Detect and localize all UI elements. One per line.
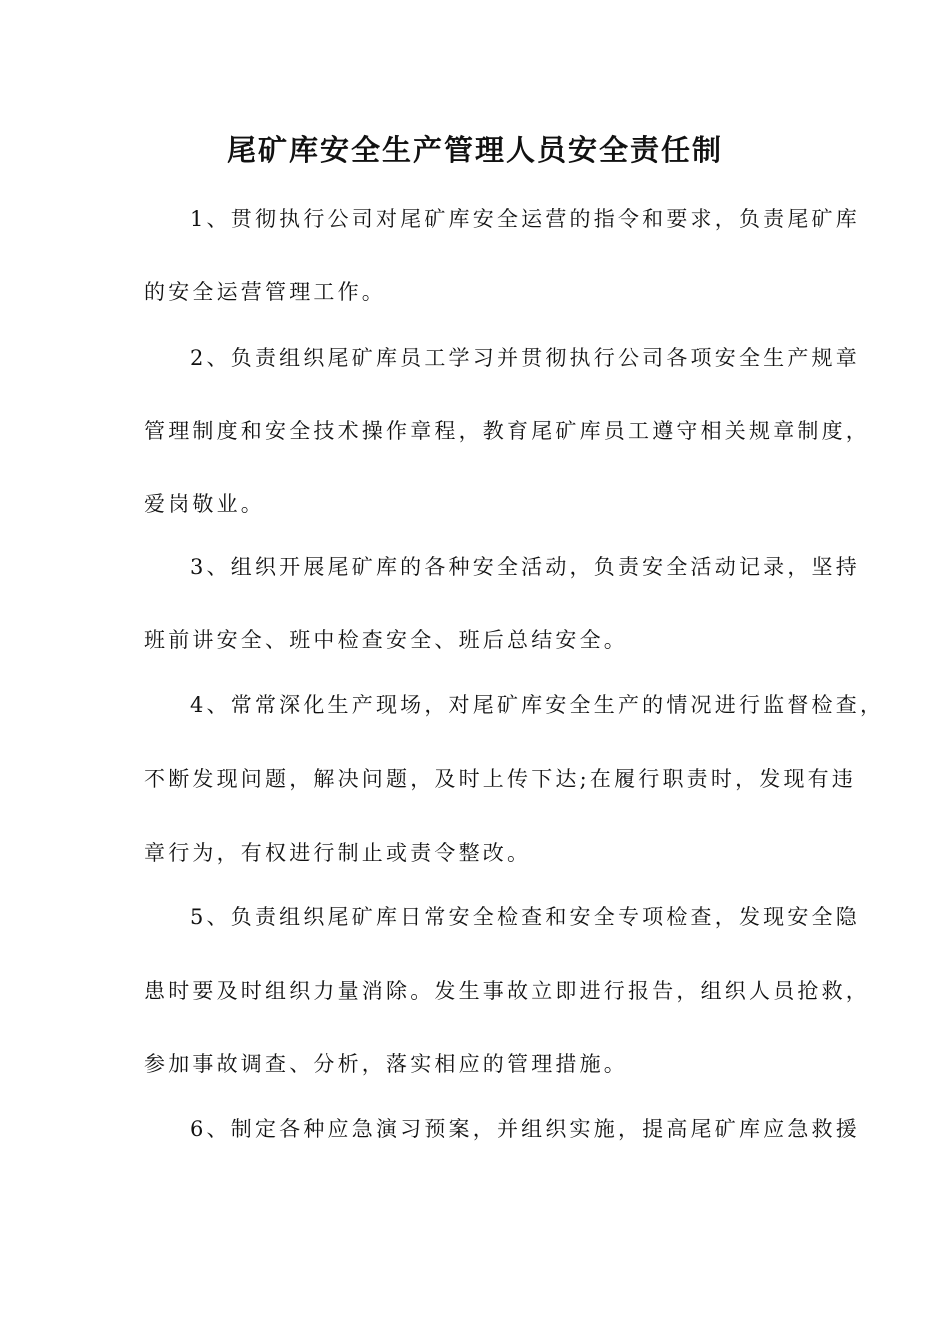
paragraph-5-line-3: 参加事故调查、分析，落实相应的管理措施。 <box>144 1052 628 1076</box>
document-title: 尾矿库安全生产管理人员安全责任制 <box>226 133 723 167</box>
paragraph-1-line-2: 的安全运营管理工作。 <box>144 280 386 304</box>
paragraph-2-line-1: 2、负责组织尾矿库员工学习并贯彻执行公司各项安全生产规章 <box>190 346 860 370</box>
paragraph-4-line-1: 4、常常深化生产现场，对尾矿库安全生产的情况进行监督检查， <box>190 693 885 717</box>
paragraph-2-line-2: 管理制度和安全技术操作章程，教育尾矿库员工遵守相关规章制度， <box>144 419 870 443</box>
paragraph-4-line-3: 章行为，有权进行制止或责令整改。 <box>144 841 532 865</box>
paragraph-1-line-1: 1、贯彻执行公司对尾矿库安全运营的指令和要求，负责尾矿库 <box>190 207 860 231</box>
paragraph-5-line-2: 患时要及时组织力量消除。发生事故立即进行报告，组织人员抢救， <box>144 979 870 1003</box>
paragraph-3-line-1: 3、组织开展尾矿库的各种安全活动，负责安全活动记录，坚持 <box>190 555 860 579</box>
paragraph-2-line-3: 爱岗敬业。 <box>144 492 265 516</box>
paragraph-5-line-1: 5、负责组织尾矿库日常安全检查和安全专项检查，发现安全隐 <box>190 905 860 929</box>
paragraph-3-line-2: 班前讲安全、班中检查安全、班后总结安全。 <box>144 628 628 652</box>
paragraph-4-line-2: 不断发现问题，解决问题，及时上传下达;在履行职责时，发现有违 <box>144 767 857 791</box>
paragraph-6-line-1: 6、制定各种应急演习预案，并组织实施，提高尾矿库应急救援 <box>190 1117 860 1141</box>
